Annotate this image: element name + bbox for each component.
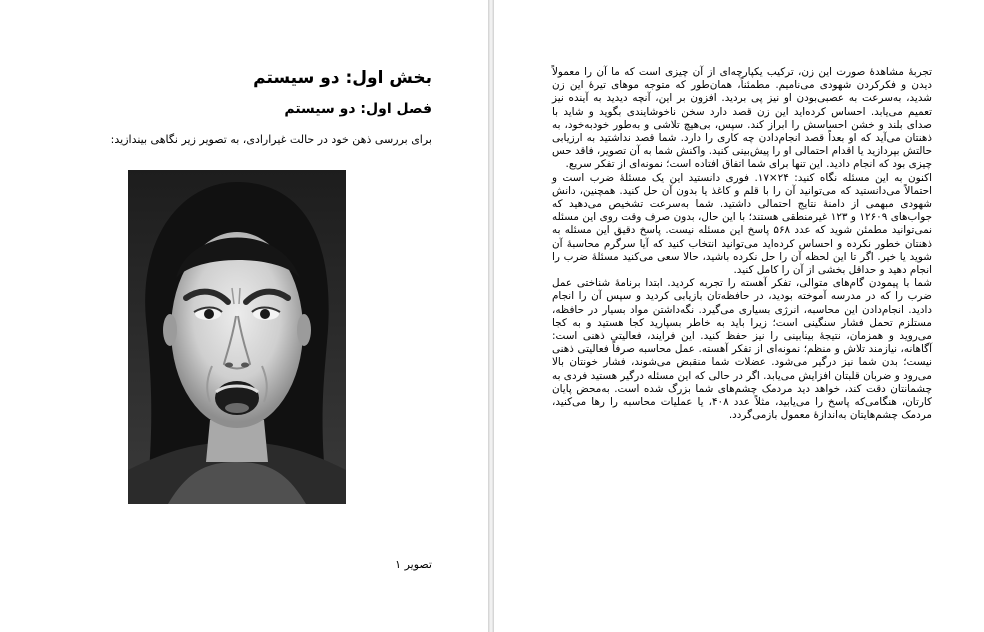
body-text <box>552 66 932 422</box>
intro-text: برای بررسی ذهن خود در حالت غیرارادی، به تصویر زیر نگاهی بیندازید: <box>110 133 432 146</box>
right-page <box>494 0 984 632</box>
part-title: بخش اول: دو سیستم <box>253 68 432 88</box>
angry-woman-face-image <box>128 170 346 504</box>
paragraph-3: شما با پیمودن گام‌های متوالی، تفکر آهسته را تجربه کردید. ابتدا برنامۀ شناختی عمل ضرب را که در مدرسه آموخته بودید، در حافظه‌تان بازیابی کردید و سپس آن را انجام دادید. انجام‌دادن این محاسبه، انرژی بسیاری می‌گیرد. نگه‌داشتن مواد بسیار در حافظه، مستلزم تحمل فشار سنگینی است؛ زیرا باید به خاطر بسپارید کجا هستید و به کجا می‌روید و همزمان، نتیجۀ بینابینی را نیز حفظ کنید. این فرایند، فعالیتی ذهنی است: آگاهانه، نیازمند تلاش و منظم؛ نمونه‌ای از تفکر آهسته. عمل محاسبه صرفاً فعالیتی ذهنی نیست؛ بدن شما نیز درگیر می‌شود. عضلات شما منقبض می‌شوند، فشار خونتان بالا می‌رود و ضربان قلبتان افزایش می‌یابد. اگر در حالی که این مسئله درگیر هستید فردی به چشمانتان دقت کند، خواهد دید مردمک چشم‌های شما بزرگ شده است. به‌محض پایان کارتان، هنگامی‌که پاسخ را می‌یابید، مثلاً عدد ۴۰۸، یا عملیات محاسبه را رها می‌کنید، مردمک چشم‌هایتان به‌اندازۀ معمول بازمی‌گردد. <box>552 277 932 422</box>
paragraph-2: اکنون به این مسئله نگاه کنید: ۲۴×۱۷. فوری دانستید این یک مسئلۀ ضرب است و احتمالاً می‌دانستید که می‌توانید آن را با قلم و کاغذ یا بدون آن حل کنید. همچنین، دانش شهودی مبهمی از دامنۀ نتایج احتمالی داشتید. شما به‌سرعت تشخیص می‌دهید که جواب‌های ۱۲۶۰۹ و ۱۲۳ غیرمنطقی هستند؛ با این حال، بدون صرف وقت روی این مسئله نمی‌توانید مطمئن شوید که عدد ۵۶۸ پاسخ این مسئله نیست. پاسخ دقیق این مسئله به ذهنتان خطور نکرده و احساس کرده‌اید می‌توانید انتخاب کنید که آیا سرگرم محاسبۀ آن شوید یا خیر. اگر تا این لحظه آن را حل نکرده باشید، حالا سعی می‌کنید مسئلۀ ضرب را انجام دهید و حداقل بخشی از آن را کامل کنید. <box>552 171 932 277</box>
figure-caption: تصویر ۱ <box>395 558 432 571</box>
left-page <box>0 0 488 632</box>
figure-photo <box>128 170 346 504</box>
paragraph-1: تجربۀ مشاهدۀ صورت این زن، ترکیب یکپارچه‌ای از آن چیزی است که ما آن را معمولاً دیدن و فکرکردن شهودی می‌نامیم. مطمئناً، همان‌طور که متوجه موهای تیرۀ این زن شدید، به‌سرعت به عصبی‌بودن او نیز پی بردید. افزون بر این، آنچه دیدید به آینده نیز تعمیم می‌یابد. احساس کرده‌اید این زن قصد دارد سخن ناخوشایندی بگوید و شاید با صدای بلند و خشن احساسش را ابراز کند. سپس، بی‌هیچ تلاشی و به‌طور خودبه‌خود، به ذهنتان می‌آید که او بعداً قصد انجام‌دادن چه کاری را دارد. شما قصد نداشتید به ارزیابی حالتش بپردازید یا اقدام احتمالی او را پیش‌بینی کنید. واکنش شما به آن تصویر، فاقد حس چیزی بود که انجام دادید. این تنها برای شما اتفاق افتاده است؛ نمونه‌ای از تفکر سریع. <box>552 66 932 171</box>
chapter-title: فصل اول: دو سیستم <box>284 101 432 117</box>
